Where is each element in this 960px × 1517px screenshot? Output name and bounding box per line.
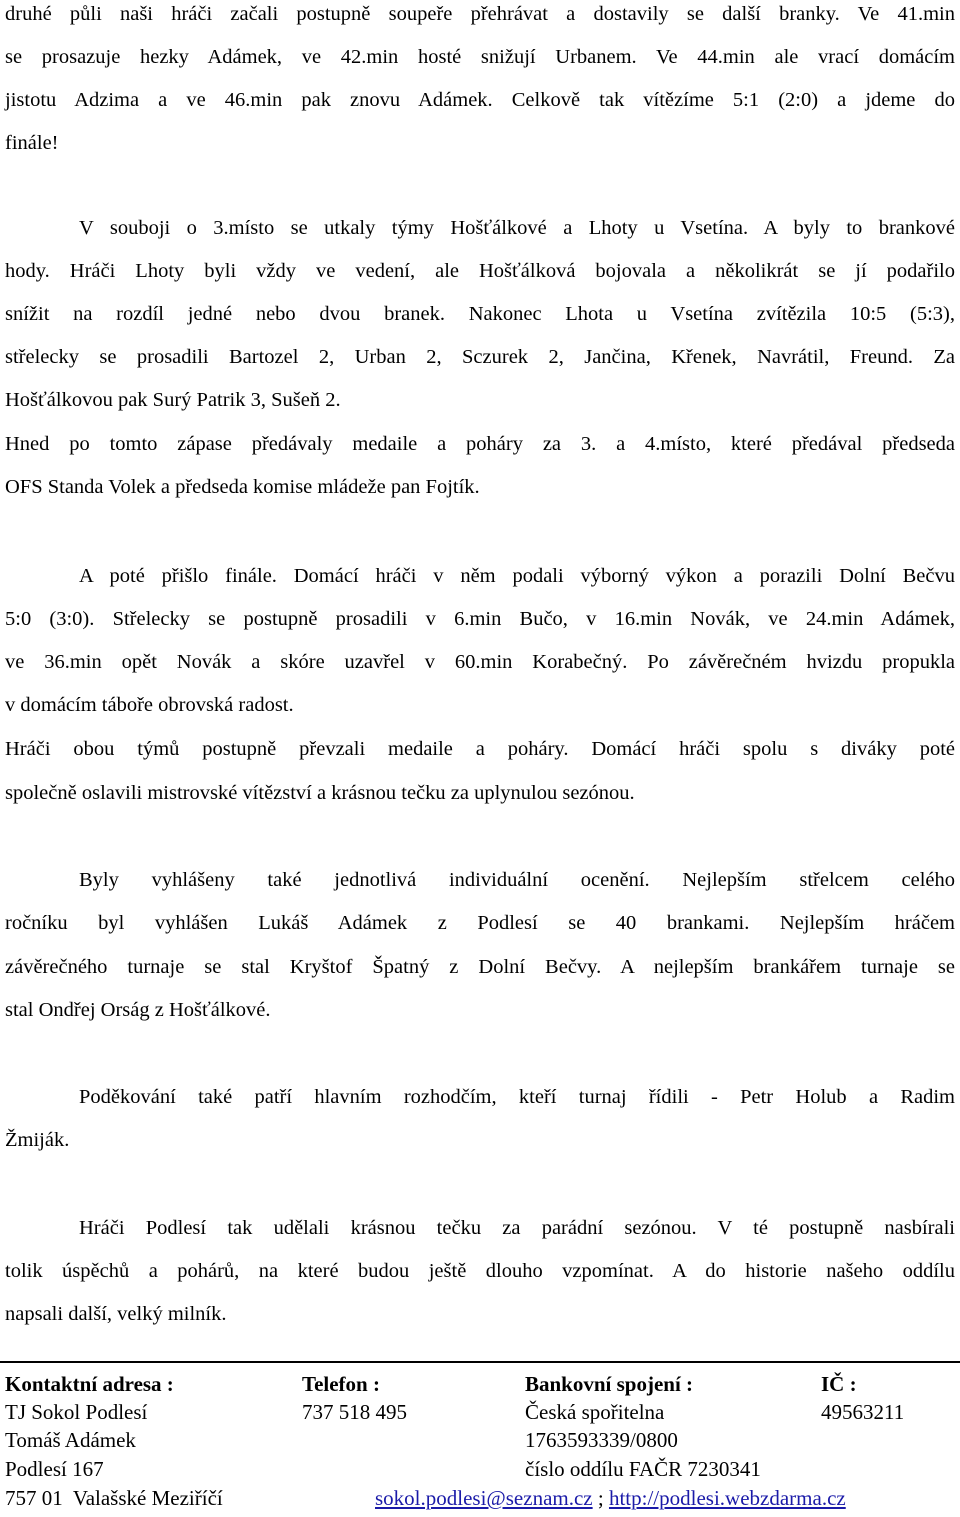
text-line: v domácím táboře obrovská radost. — [5, 694, 294, 716]
contact-heading: Kontaktní adresa : — [5, 1372, 174, 1396]
bank-name: Česká spořitelna — [525, 1400, 665, 1424]
text-line: V souboji o 3.místo se utkaly týmy Hošťálkové a Lhoty u Vsetína. A byly to brankové — [79, 217, 955, 239]
phone-number: 737 518 495 — [302, 1400, 407, 1424]
text-line: jistotu Adzima a ve 46.min pak znovu Adámek. Celkově tak vítězíme 5:1 (2:0) a jdeme do — [5, 89, 955, 111]
text-line: stal Ondřej Orság z Hošťálkové. — [5, 999, 271, 1021]
text-line: střelecky se prosadili Bartozel 2, Urban 2, Sczurek 2, Jančina, Křenek, Navrátil, Freund. Za — [5, 346, 955, 368]
text-line: Hráči Podlesí tak udělali krásnou tečku za parádní sezónou. V té postupně nasbírali — [79, 1217, 955, 1239]
text-line: Poděkování také patří hlavním rozhodčím, kteří turnaj řídili - Petr Holub a Radim — [79, 1086, 955, 1108]
text-line: A poté přišlo finále. Domácí hráči v něm podali výborný výkon a porazili Dolní Bečvu — [79, 565, 955, 587]
text-line: tolik úspěchů a pohárů, na které budou ještě dlouho vzpomínat. A do historie našeho oddílu — [5, 1260, 955, 1282]
bank-heading: Bankovní spojení : — [525, 1372, 694, 1396]
text-line: 5:0 (3:0). Střelecky se postupně prosadili v 6.min Bučo, v 16.min Novák, ve 24.min Adámek, — [5, 608, 955, 630]
ic-heading: IČ : — [821, 1372, 857, 1396]
text-line: ročníku byl vyhlášen Lukáš Adámek z Podlesí se 40 brankami. Nejlepším hráčem — [5, 912, 955, 934]
text-line: napsali další, velký milník. — [5, 1303, 227, 1325]
website-link[interactable]: http://podlesi.webzdarma.cz — [608, 1486, 846, 1510]
footer-links — [375, 1485, 846, 1511]
text-line: druhé půli naši hráči začali postupně soupeře přehrávat a dostavily se další branky. Ve 41.min — [5, 3, 955, 25]
bank-account: 1763593339/0800 — [525, 1428, 678, 1452]
text-line: Byly vyhlášeny také jednotlivá individuální ocenění. Nejlepším střelcem celého — [79, 869, 955, 891]
text-line: finále! — [5, 132, 59, 154]
contact-person: Tomáš Adámek — [5, 1428, 136, 1452]
text-line: OFS Standa Volek a předseda komise mládeže pan Fojtík. — [5, 476, 480, 498]
text-line: se prosazuje hezky Adámek, ve 42.min hosté snižují Urbanem. Ve 44.min ale vrací domácím — [5, 46, 955, 68]
text-line: společně oslavili mistrovské vítězství a krásnou tečku za uplynulou sezónou. — [5, 782, 635, 804]
text-line: hody. Hráči Lhoty byli vždy ve vedení, ale Hošťálková bojovala a několikrát se jí podařilo — [5, 260, 955, 282]
text-line: Žmiják. — [5, 1129, 70, 1151]
text-line: závěrečného turnaje se stal Kryštof Špatný z Dolní Bečvy. A nejlepším brankářem turnaje se — [5, 956, 955, 978]
text-line: Hráči obou týmů postupně převzali medaile a poháry. Domácí hráči spolu s diváky poté — [5, 738, 955, 760]
bank-facr-number: číslo oddílu FAČR 7230341 — [525, 1457, 761, 1481]
contact-city: 757 01 Valašské Meziříčí — [5, 1486, 223, 1510]
phone-heading: Telefon : — [302, 1372, 380, 1396]
text-line: Hošťálkovou pak Surý Patrik 3, Sušeň 2. — [5, 389, 341, 411]
email-link[interactable]: sokol.podlesi@seznam.cz — [375, 1486, 593, 1510]
text-line: Hned po tomto zápase předávaly medaile a poháry za 3. a 4.místo, které předával předseda — [5, 433, 955, 455]
text-line: ve 36.min opět Novák a skóre uzavřel v 60.min Korabečný. Po závěrečném hvizdu propukla — [5, 651, 955, 673]
contact-street: Podlesí 167 — [5, 1457, 104, 1481]
ic-number: 49563211 — [821, 1400, 905, 1424]
contact-club: TJ Sokol Podlesí — [5, 1400, 148, 1424]
text-line: snížit na rozdíl jedné nebo dvou branek. Nakonec Lhota u Vsetína zvítězila 10:5 (5:3), — [5, 303, 955, 325]
footer-divider — [0, 1361, 960, 1363]
links-separator: ; — [592, 1486, 609, 1510]
